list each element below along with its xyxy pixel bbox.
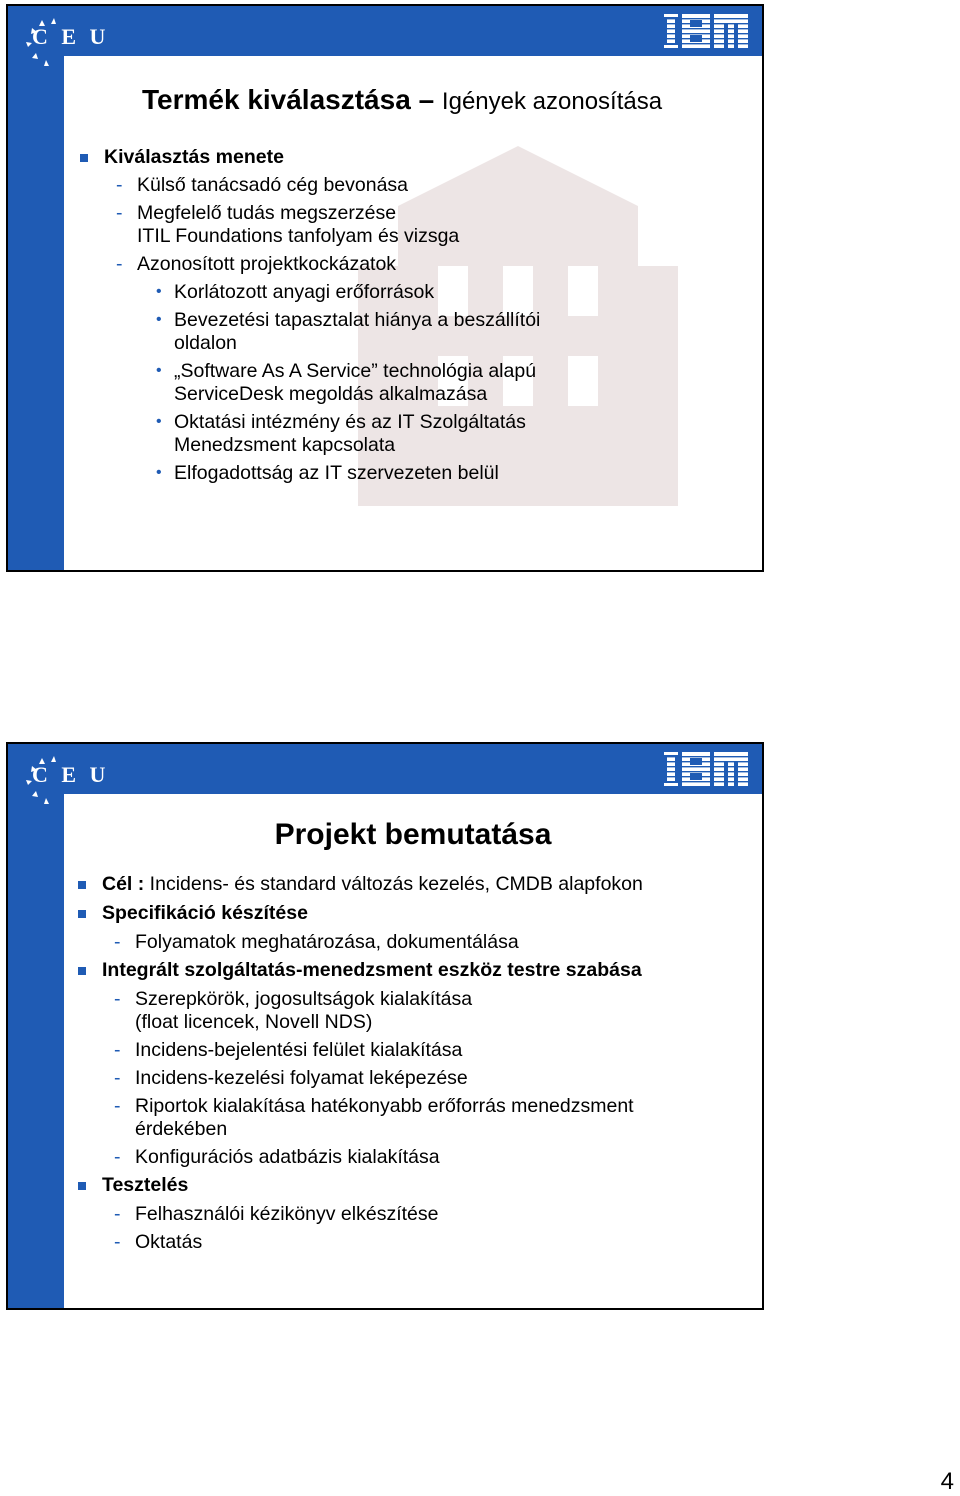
list-item-text: Riportok kialakítása hatékonyabb erőforrás menedzsment: [135, 1095, 634, 1117]
test-list: [76, 1203, 716, 1254]
list-item-text: Szerepkörök, jogosultságok kialakítása: [135, 988, 473, 1010]
list-item-text-cont: (float licencek, Novell NDS): [135, 1011, 373, 1033]
slide-2-content: [76, 873, 716, 1259]
list-item-text: Oktatási intézmény és az IT Szolgáltatás: [174, 411, 526, 433]
title-subtitle: Igények azonosítása: [441, 88, 663, 115]
list-item: - Felhasználói kézikönyv elkészítése: [76, 1203, 716, 1226]
list-item-text: Bevezetési tapasztalat hiánya a beszállítói: [174, 309, 541, 331]
list-item: [78, 309, 638, 355]
slide-2-title: Projekt bemutatása: [274, 818, 552, 851]
list-item: [78, 174, 638, 197]
slide-1: [6, 4, 764, 572]
list-item-text-cont: Menedzsment kapcsolata: [174, 434, 396, 456]
ibm-logo: [664, 14, 748, 48]
list-item-text-cont: ServiceDesk megoldás alkalmazása: [174, 383, 488, 405]
spec-item: - Folyamatok meghatározása, dokumentálása: [76, 931, 716, 954]
list-item-text: Konfigurációs adatbázis kialakítása: [135, 1146, 440, 1168]
list-item: [78, 253, 638, 276]
list-item-text: Incidens-bejelentési felület kialakítása: [135, 1039, 463, 1061]
list-item: [78, 281, 638, 304]
bullet-heading: Kiválasztás menete: [78, 146, 638, 169]
slide-1-content: [78, 146, 638, 490]
integ-heading: Integrált szolgáltatás-menedzsment eszköz testre szabása: [76, 959, 716, 982]
list-item: [78, 202, 638, 248]
list-item: [78, 360, 638, 406]
spec-heading: Specifikáció készítése: [76, 902, 716, 925]
left-sidebar: [8, 56, 64, 570]
list-item: [78, 462, 638, 485]
ceu-logo-text: C E U: [32, 24, 110, 49]
list-item: [76, 1146, 716, 1169]
header-bar: [8, 6, 762, 56]
goal-bullet: [76, 873, 716, 896]
bullet-list: [78, 174, 638, 485]
list-item-text: Incidens-kezelési folyamat leképezése: [135, 1067, 468, 1089]
list-item: [76, 988, 716, 1034]
list-item-text: Azonosított projektkockázatok: [137, 253, 397, 275]
ibm-logo: [664, 752, 748, 786]
integ-list: [76, 988, 716, 1169]
test-heading: Tesztelés: [76, 1174, 716, 1197]
page-number: 4: [940, 1468, 954, 1495]
list-item: [76, 1039, 716, 1062]
slide-1-title: [142, 84, 662, 116]
list-item-text: Megfelelő tudás megszerzése: [137, 202, 397, 224]
list-item-text-cont: ITIL Foundations tanfolyam és vizsga: [137, 225, 460, 247]
list-item-text: Elfogadottság az IT szervezeten belül: [174, 462, 499, 484]
list-item: [76, 1067, 716, 1090]
title-dash: –: [418, 84, 435, 115]
goal-text: Incidens- és standard változás kezelés, CMDB alapfokon: [144, 873, 643, 895]
list-item-text: Korlátozott anyagi erőforrások: [174, 281, 435, 303]
header-bar: [8, 744, 762, 794]
list-item-text: Külső tanácsadó cég bevonása: [137, 174, 409, 196]
title-main: Termék kiválasztása: [142, 84, 411, 115]
ceu-logo-text: C E U: [32, 762, 110, 787]
left-sidebar: [8, 794, 64, 1308]
list-item: - Oktatás: [76, 1231, 716, 1254]
list-item: [76, 1095, 716, 1141]
goal-label: Cél :: [102, 873, 145, 895]
list-item-text: „Software As A Service” technológia alapú: [174, 360, 537, 382]
list-item-text-cont: érdekében: [135, 1118, 228, 1140]
list-item-text-cont: oldalon: [174, 332, 237, 354]
list-item: [78, 411, 638, 457]
